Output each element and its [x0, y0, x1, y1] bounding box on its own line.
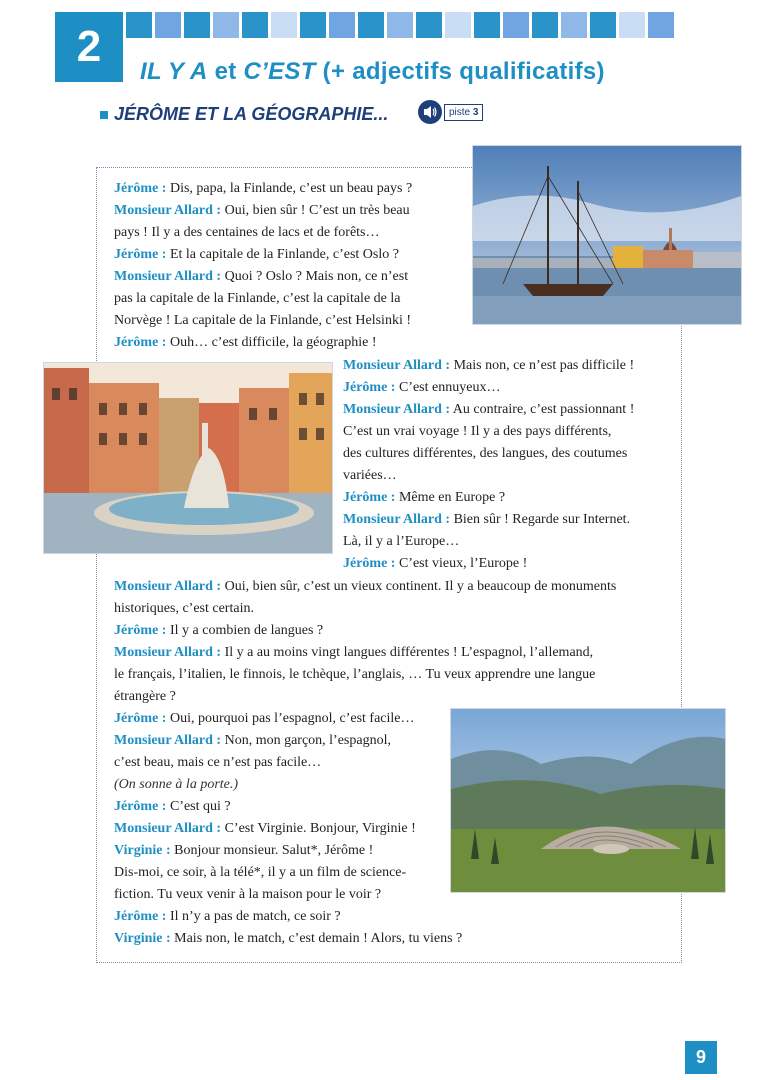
stage-direction: (On sonne à la porte.)	[114, 777, 239, 792]
dialogue-line: Jérôme : Il y a combien de langues ?	[114, 623, 324, 638]
delphi-theatre-photo	[450, 708, 726, 893]
dialogue-line: Jérôme : Et la capitale de la Finlande, c’est Oslo ?	[114, 247, 399, 262]
dialogue-line: pas la capitale de la Finlande, c’est la capitale de la	[114, 291, 401, 306]
decorative-squares	[126, 12, 686, 38]
dialogue-line: Norvège ! La capitale de la Finlande, c’est Helsinki !	[114, 313, 411, 328]
page-number: 9	[685, 1041, 717, 1074]
dialogue-line: Monsieur Allard : Mais non, ce n’est pas difficile !	[343, 358, 635, 373]
dialogue-line: Jérôme : C’est qui ?	[114, 799, 231, 814]
dialogue-line: Monsieur Allard : Bien sûr ! Regarde sur Internet.	[343, 512, 631, 527]
chapter-number-box: 2	[55, 12, 123, 82]
audio-track-label: piste 3	[444, 104, 483, 121]
dialogue-line: Monsieur Allard : Il y a au moins vingt langues différentes ! L’espagnol, l’allemand,	[114, 645, 594, 660]
dialogue-line: Virginie : Mais non, le match, c’est demain ! Alors, tu viens ?	[114, 931, 463, 946]
dialogue-line: C’est un vrai voyage ! Il y a des pays différents,	[343, 424, 612, 439]
dialogue-line: fiction. Tu veux venir à la maison pour le voir ?	[114, 887, 382, 902]
dialogue-line: c’est beau, mais ce n’est pas facile…	[114, 755, 322, 770]
dialogue-line: Monsieur Allard : Oui, bien sûr, c’est un vieux continent. Il y a beaucoup de monuments	[114, 579, 617, 594]
dialogue-line: Jérôme : Dis, papa, la Finlande, c’est un beau pays ?	[114, 181, 413, 196]
dialogue-line: Jérôme : Il n’y a pas de match, ce soir ?	[114, 909, 341, 924]
chapter-title: IL Y A et C’EST (+ adjectifs qualificatifs)	[140, 58, 605, 85]
dialogue-line: Là, il y a l’Europe…	[343, 534, 460, 549]
dialogue-line: Virginie : Bonjour monsieur. Salut*, Jérôme !	[114, 843, 374, 858]
dialogue-line: variées…	[343, 468, 397, 483]
dialogue-line: Monsieur Allard : Quoi ? Oslo ? Mais non, ce n’est	[114, 269, 409, 284]
dialogue-line: Jérôme : Ouh… c’est difficile, la géographie !	[114, 335, 377, 350]
dialogue-line: étrangère ?	[114, 689, 176, 704]
dialogue-line: Jérôme : C’est vieux, l’Europe !	[343, 556, 528, 571]
helsinki-harbour-photo	[472, 145, 742, 325]
dialogue-line: Monsieur Allard : Non, mon garçon, l’espagnol,	[114, 733, 391, 748]
dialogue-line: Jérôme : C’est ennuyeux…	[343, 380, 501, 395]
audio-track-button[interactable]	[418, 100, 483, 124]
dialogue-line: Monsieur Allard : Au contraire, c’est passionnant !	[343, 402, 635, 417]
dialogue-line: Jérôme : Oui, pourquoi pas l’espagnol, c’est facile…	[114, 711, 415, 726]
piazza-navona-photo	[43, 362, 333, 554]
speaker-icon	[418, 100, 442, 124]
dialogue-line: le français, l’italien, le finnois, le tchèque, l’anglais, … Tu veux apprendre une langue	[114, 667, 596, 682]
dialogue-line: Monsieur Allard : Oui, bien sûr ! C’est un très beau	[114, 203, 410, 218]
dialogue-line: historiques, c’est certain.	[114, 601, 254, 616]
section-title: JÉRÔME ET LA GÉOGRAPHIE...	[100, 104, 388, 125]
dialogue-line: Monsieur Allard : C’est Virginie. Bonjour, Virginie !	[114, 821, 416, 836]
dialogue-line: pays ! Il y a des centaines de lacs et de forêts…	[114, 225, 380, 240]
dialogue-line: Dis-moi, ce soir, à la télé*, il y a un film de science-	[114, 865, 407, 880]
dialogue-line: Jérôme : Même en Europe ?	[343, 490, 506, 505]
dialogue-line: des cultures différentes, des langues, des coutumes	[343, 446, 628, 461]
